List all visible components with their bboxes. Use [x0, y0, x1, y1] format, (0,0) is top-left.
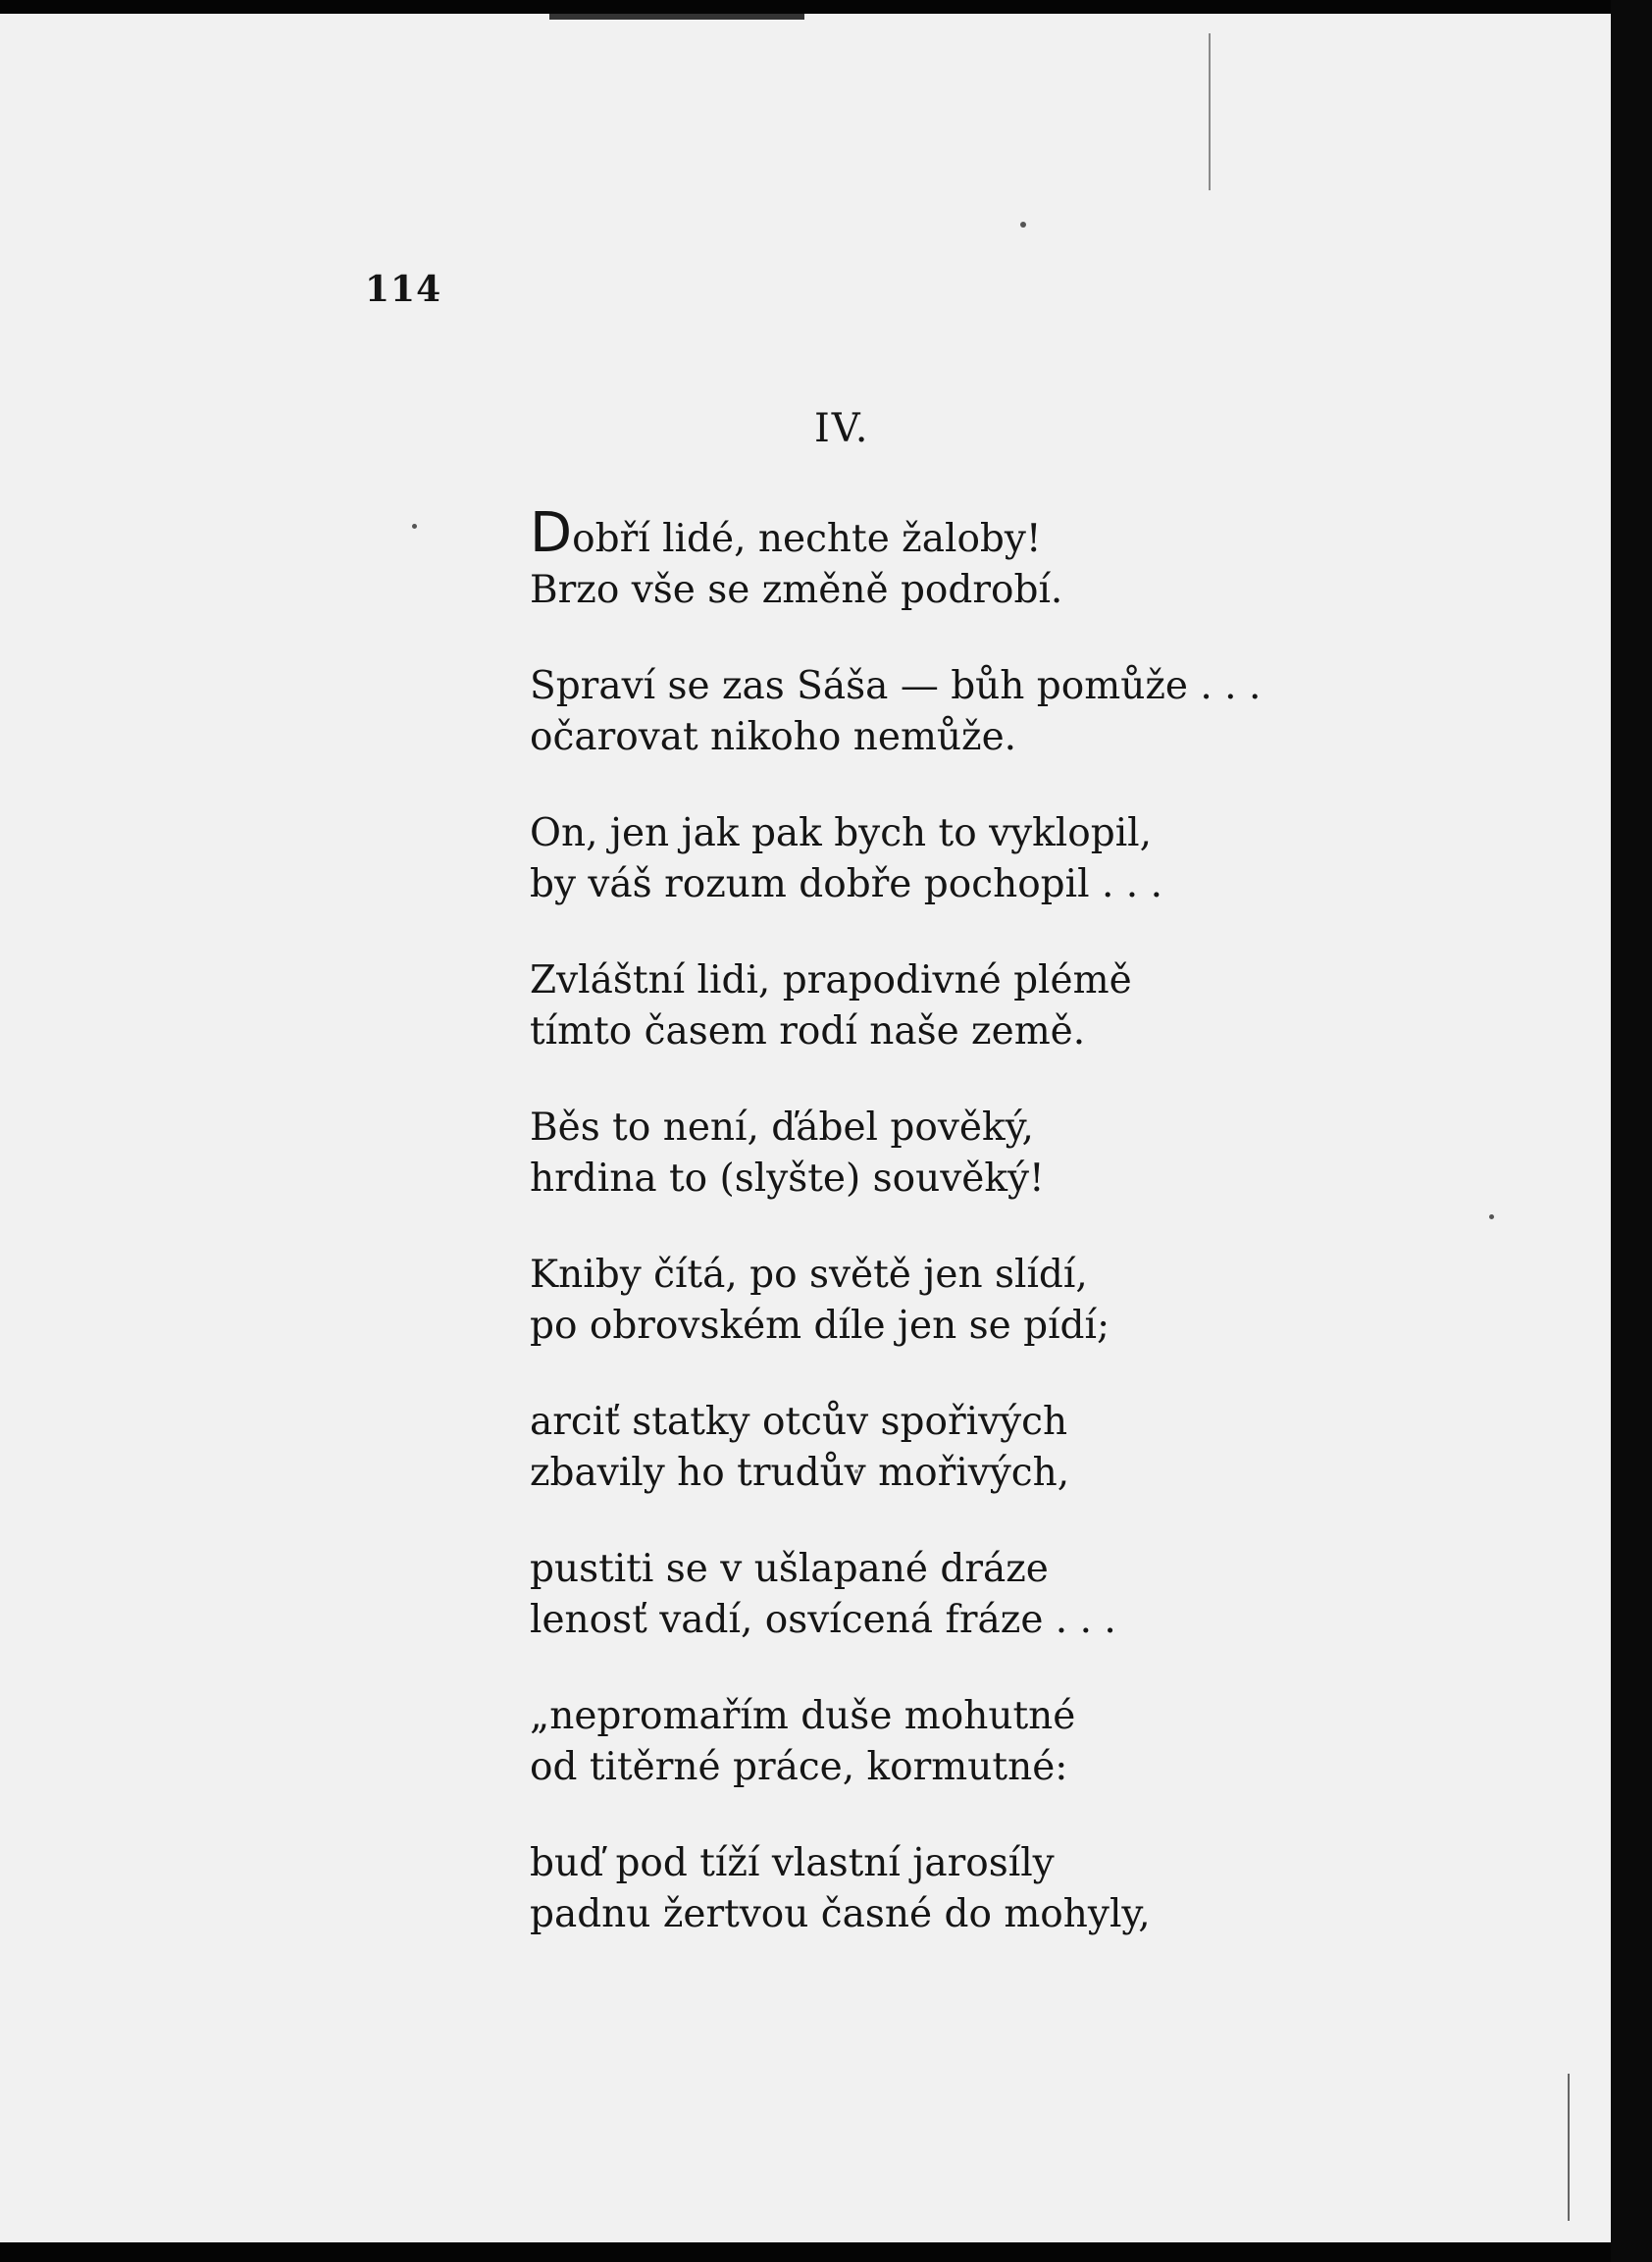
poem-line [530, 859, 1315, 910]
stanza [530, 501, 1315, 616]
poem-line [530, 1742, 1315, 1793]
poem-line [530, 501, 1315, 565]
top-edge-mark [549, 14, 804, 20]
section-heading: IV. [814, 406, 870, 451]
poem-line-text: očarovat nikoho nemůže. [530, 715, 1017, 759]
stanza [530, 955, 1315, 1057]
poem-line-text: „nepromařím duše mohutné [530, 1694, 1076, 1738]
poem [530, 501, 1315, 1985]
poem-line [530, 712, 1315, 763]
poem-line [530, 1397, 1315, 1448]
poem-line-text: od titěrné práce, kormutné: [530, 1745, 1068, 1789]
poem-line [530, 1889, 1315, 1940]
poem-line-text: Kniby čítá, po světě jen slídí, [530, 1253, 1088, 1297]
poem-line [530, 1250, 1315, 1301]
page-number: 114 [365, 269, 442, 310]
bleed-through-line [1209, 33, 1211, 190]
scan-border [1611, 0, 1652, 2262]
poem-line-text: buď pod tíží vlastní jarosíly [530, 1841, 1055, 1885]
stanza [530, 661, 1315, 763]
stanza [530, 1691, 1315, 1793]
poem-line-text: Spraví se zas Sáša — bůh pomůže . . . [530, 664, 1262, 708]
stanza [530, 1250, 1315, 1352]
poem-line-text: Běs to není, ďábel pověký, [530, 1105, 1034, 1150]
stanza [530, 808, 1315, 910]
poem-line [530, 1448, 1315, 1499]
stanza [530, 1544, 1315, 1646]
drop-cap: D [530, 501, 573, 565]
poem-line [530, 1544, 1315, 1595]
poem-line-text: lenosť vadí, osvícená fráze . . . [530, 1598, 1116, 1642]
poem-line-text: padnu žertvou časné do mohyly, [530, 1892, 1151, 1936]
poem-line-text: tímto časem rodí naše země. [530, 1009, 1086, 1054]
poem-line [530, 1691, 1315, 1742]
poem-line [530, 1301, 1315, 1352]
poem-line-text: pustiti se v ušlapané dráze [530, 1547, 1049, 1591]
poem-line-text: arciť statky otcův spořivých [530, 1400, 1068, 1444]
poem-line-text: Brzo vše se změně podrobí. [530, 568, 1063, 612]
poem-line [530, 1838, 1315, 1889]
poem-line [530, 955, 1315, 1006]
stanza [530, 1397, 1315, 1499]
poem-line-text: On, jen jak pak bych to vyklopil, [530, 811, 1153, 855]
poem-line-text: zbavily ho trudův mořivých, [530, 1451, 1070, 1495]
stanza [530, 1103, 1315, 1205]
paper-speck [412, 524, 417, 529]
book-page [0, 14, 1611, 2242]
poem-line [530, 1006, 1315, 1057]
paper-speck [1020, 222, 1026, 228]
poem-line-text: Zvláštní lidi, prapodivné plémě [530, 958, 1132, 1002]
poem-line [530, 1595, 1315, 1646]
poem-line [530, 1103, 1315, 1154]
poem-line-text: po obrovském díle jen se pídí; [530, 1304, 1110, 1348]
poem-line [530, 661, 1315, 712]
poem-line [530, 808, 1315, 859]
poem-line-text: obří lidé, nechte žaloby! [572, 517, 1042, 561]
poem-line-text: hrdina to (slyšte) souvěký! [530, 1157, 1045, 1201]
paper-speck [1489, 1214, 1494, 1219]
stanza [530, 1838, 1315, 1940]
poem-line [530, 565, 1315, 616]
poem-line-text: by váš rozum dobře pochopil . . . [530, 862, 1162, 906]
poem-line [530, 1154, 1315, 1205]
bleed-through-line [1568, 2074, 1570, 2221]
